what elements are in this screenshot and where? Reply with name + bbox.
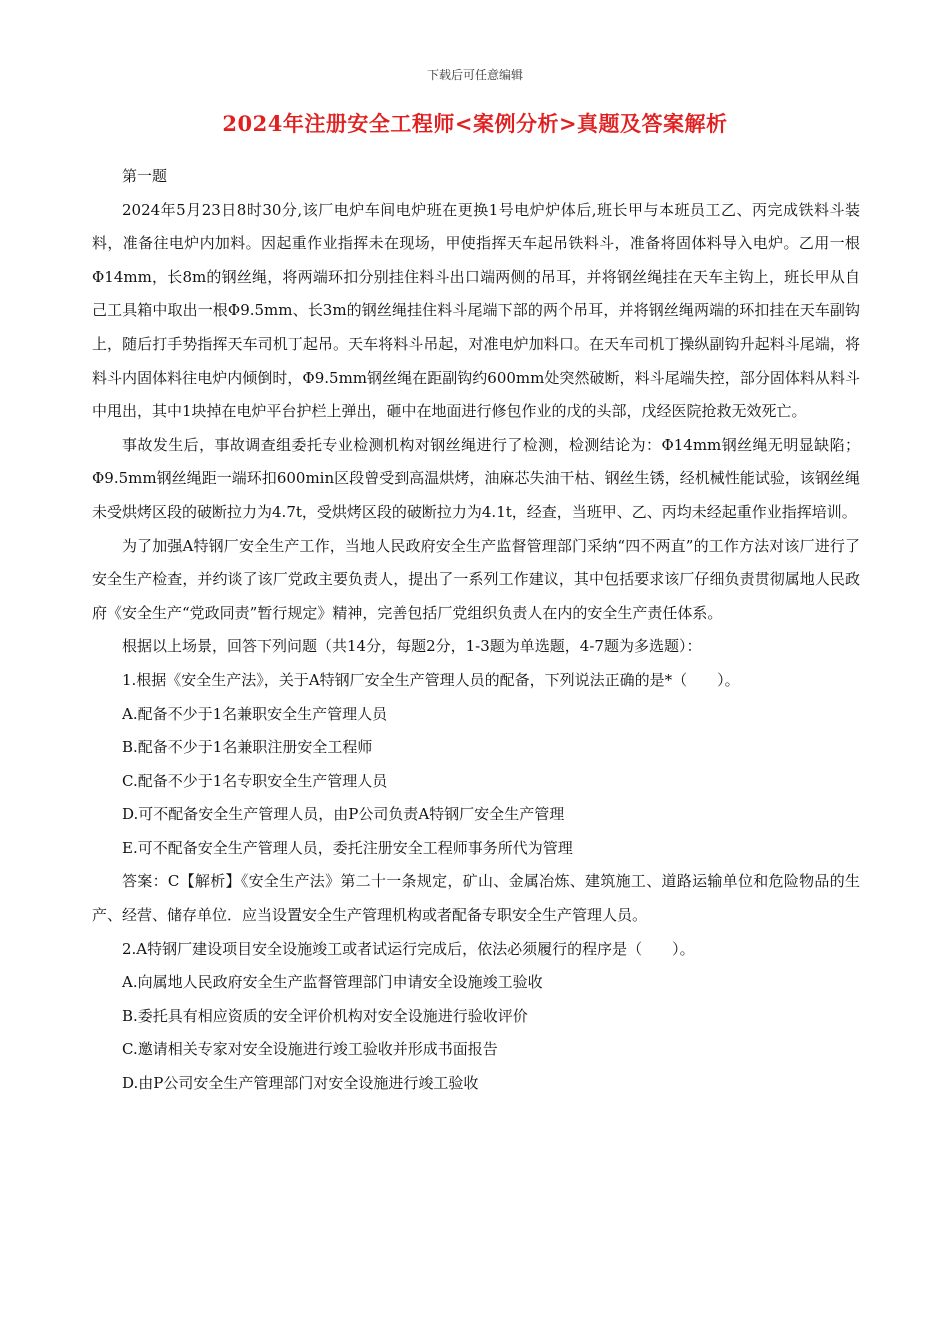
scenario-paragraph-2: 事故发生后，事故调查组委托专业检测机构对钢丝绳进行了检测，检测结论为：Φ14mm钢丝绳无明显缺陷；Φ9.5mm钢丝绳距一端环扣600min区段曾受到高温烘烤，油麻芯失油干枯、钢丝生锈，经机械性能试验，该钢丝绳未受烘烤区段的破断拉力为4.7t，受烘烤区段的破断拉力为4.1t，经查，当班甲、乙、丙均未经起重作业指挥培训。 — [92, 435, 860, 521]
scenario-paragraph-3: 为了加强A特钢厂安全生产工作，当地人民政府安全生产监督管理部门采纳“四不两直”的工作方法对该厂进行了安全生产检查，并约谈了该厂党政主要负责人，提出了一系列工作建议，其中包括要求该厂仔细负责贯彻属地人民政府《安全生产“党政同责”暂行规定》精神，完善包括厂党组织负责人在内的安全生产责任体系。 — [92, 536, 860, 622]
document-title: 2024年注册安全工程师<案例分析>真题及答案解析 — [222, 111, 728, 136]
section-label: 第一题 — [122, 167, 168, 185]
question-2-option-b: B.委托具有相应资质的安全评价机构对安全设施进行验收评价 — [122, 1006, 528, 1025]
question-2-option-d: D.由P公司安全生产管理部门对安全设施进行竣工验收 — [122, 1074, 479, 1093]
scenario-paragraph-1: 2024年5月23日8时30分,该厂电炉车间电炉班在更换1号电炉炉体后,班长甲与本班员工乙、丙完成铁料斗装料，准备往电炉内加料。因起重作业指挥未在现场，甲使指挥天车起吊铁料斗，准备将固体料导入电炉。乙用一根Φ14mm，长8m的钢丝绳，将两端环扣分别挂住料斗出口端两侧的吊耳，并将钢丝绳挂在天车主钩上，班长甲从自己工具箱中取出一根Φ9.5mm、长3m的钢丝绳挂住料斗尾端下部的两个吊耳，并将钢丝绳两端的环扣挂在天车副钩上，随后打手势指挥天车司机丁起吊。天车将料斗吊起，对准电炉加料口。在天车司机丁操纵副钩升起料斗尾端，将料斗内固体料往电炉内倾倒时，Φ9.5mm钢丝绳在距副钩约600mm处突然破断，料斗尾端失控，部分固体料从料斗中甩出，其中1块掉在电炉平台护栏上弹出，砸中在地面进行修包作业的戊的头部，戊经医院抢救无效死亡。 — [92, 200, 860, 421]
question-1-option-b: B.配备不少于1名兼职注册安全工程师 — [122, 738, 373, 757]
question-1-option-e: E.可不配备安全生产管理人员，委托注册安全工程师事务所代为管理 — [122, 838, 573, 857]
question-instructions: 根据以上场景，回答下列问题（共14分，每题2分，1-3题为单选题，4-7题为多选题）： — [122, 637, 702, 656]
question-1-answer: 答案：C【解析】《安全生产法》第二十一条规定，矿山、金属冶炼、建筑施工、道路运输单位和危险物品的生产、经营、储存单位．应当设置安全生产管理机构或者配备专职安全生产管理人员。 — [92, 872, 860, 925]
question-2-option-c: C.邀请相关专家对安全设施进行竣工验收并形成书面报告 — [122, 1040, 498, 1059]
question-2-stem: 2.A特钢厂建设项目安全设施竣工或者试运行完成后，依法必须履行的程序是（ ）。 — [122, 939, 695, 958]
question-2-option-a: A.向属地人民政府安全生产监督管理部门申请安全设施竣工验收 — [122, 973, 543, 992]
question-1-option-c: C.配备不少于1名专职安全生产管理人员 — [122, 771, 388, 790]
question-1-option-d: D.可不配备安全生产管理人员，由P公司负责A特钢厂安全生产管理 — [122, 805, 565, 824]
question-1-option-a: A.配备不少于1名兼职安全生产管理人员 — [122, 704, 388, 723]
header-note: 下载后可任意编辑 — [426, 68, 523, 82]
document-body — [92, 160, 860, 1101]
question-1-stem: 1.根据《安全生产法》，关于A特钢厂安全生产管理人员的配备，下列说法正确的是*（ ）。 — [122, 670, 740, 689]
